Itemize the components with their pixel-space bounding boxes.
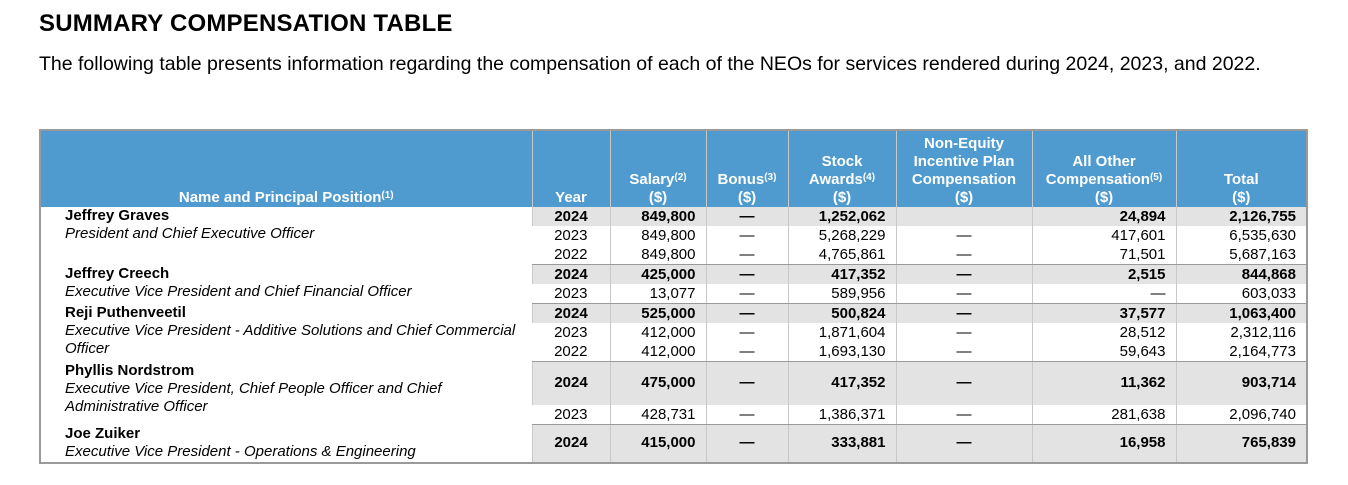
stock-cell: 1,386,371 [788,405,896,425]
officer-position: Executive Vice President and Chief Financial Officer [65,282,412,300]
other-cell: 59,643 [1032,342,1176,362]
table-row [40,304,1307,324]
table-row [40,265,1307,285]
officer-position: Executive Vice President - Operations & Engineering [65,442,416,460]
header-year: Year [532,130,610,207]
header-row [40,130,1307,207]
other-cell: 2,515 [1032,265,1176,285]
year-cell: 2024 [532,207,610,226]
bonus-cell: — [706,342,788,362]
bonus-cell: — [706,425,788,463]
nonequity-cell: — [896,405,1032,425]
stock-cell: 589,956 [788,284,896,304]
officer-name: Jeffrey Creech [65,264,170,282]
table-row [40,425,1307,463]
other-cell: 24,894 [1032,207,1176,226]
year-cell: 2024 [532,265,610,285]
year-cell: 2024 [532,362,610,405]
other-cell: 16,958 [1032,425,1176,463]
salary-cell: 475,000 [610,362,706,405]
other-cell: 11,362 [1032,362,1176,405]
table-row [40,207,1307,226]
salary-cell: 412,000 [610,342,706,362]
officer-cell [40,362,532,425]
other-cell: — [1032,284,1176,304]
officer-cell [40,207,532,265]
other-cell: 28,512 [1032,323,1176,342]
officer-position: President and Chief Executive Officer [65,225,315,242]
header-total: Total ($) [1176,130,1307,207]
salary-cell: 525,000 [610,304,706,324]
header-all-other: All Other Compensation$^{(5)}$ ($) [1032,130,1176,207]
total-cell: 2,164,773 [1176,342,1307,362]
total-cell: 2,126,755 [1176,207,1307,226]
officer-cell [40,425,532,463]
officer-name: Joe Zuiker [65,424,141,442]
bonus-cell: — [706,284,788,304]
nonequity-cell [896,207,1032,226]
bonus-cell: — [706,405,788,425]
nonequity-cell: — [896,226,1032,245]
stock-cell: 1,871,604 [788,323,896,342]
stock-cell: 4,765,861 [788,245,896,265]
officer-name: Jeffrey Graves [65,207,170,224]
salary-cell: 415,000 [610,425,706,463]
total-cell: 765,839 [1176,425,1307,463]
header-bonus: Bonus$^{(3)}$ ($) [706,130,788,207]
nonequity-cell: — [896,425,1032,463]
year-cell: 2022 [532,342,610,362]
salary-cell: 13,077 [610,284,706,304]
salary-cell: 412,000 [610,323,706,342]
salary-cell: 849,800 [610,226,706,245]
intro-paragraph: The following table presents information regarding the compensation of each of the NEOs for services rendered during 2024, 2023, and 2022. [39,53,1261,75]
page-title: SUMMARY COMPENSATION TABLE [39,10,453,37]
stock-cell: 1,693,130 [788,342,896,362]
officer-cell [40,265,532,304]
bonus-cell: — [706,245,788,265]
year-cell: 2023 [554,324,588,341]
nonequity-cell: — [896,245,1032,265]
header-salary: Salary$^{(2)}$ ($) [610,130,706,207]
year-cell: 2023 [532,405,610,425]
header-non-equity: Non-Equity Incentive Plan Compensation ($) [896,130,1032,207]
table-row [40,362,1307,405]
salary-cell: 849,800 [610,245,706,265]
nonequity-cell: — [896,265,1032,285]
bonus-cell: — [706,207,788,226]
officer-cell [40,304,532,362]
stock-cell: 5,268,229 [788,226,896,245]
summary-compensation-table [39,129,1308,464]
total-cell: 5,687,163 [1176,245,1307,265]
bonus-cell: — [706,304,788,324]
other-cell: 71,501 [1032,245,1176,265]
other-cell: 417,601 [1032,226,1176,245]
stock-cell: 333,881 [788,425,896,463]
nonequity-cell: — [896,304,1032,324]
nonequity-cell: — [896,284,1032,304]
other-cell: 37,577 [1032,304,1176,324]
bonus-cell: — [706,265,788,285]
stock-cell: 1,252,062 [788,207,896,226]
total-cell: 2,312,116 [1176,323,1307,342]
year-cell: 2023 [532,284,610,304]
nonequity-cell: — [896,323,1032,342]
stock-cell: 500,824 [788,304,896,324]
year-cell: 2022 [532,245,610,265]
officer-name: Reji Puthenveetil [65,303,186,321]
officer-position: Executive Vice President, Chief People Officer and Chief Administrative Officer [65,379,442,415]
total-cell: 844,868 [1176,265,1307,285]
bonus-cell: — [706,226,788,245]
total-cell: 903,714 [1176,362,1307,405]
total-cell: 2,096,740 [1176,405,1307,425]
nonequity-cell: — [896,362,1032,405]
other-cell: 281,638 [1032,405,1176,425]
nonequity-cell: — [896,342,1032,362]
officer-name: Phyllis Nordstrom [65,361,195,379]
total-cell: 1,063,400 [1176,304,1307,324]
total-cell: 6,535,630 [1176,226,1307,245]
bonus-cell: — [706,323,788,342]
salary-cell: 428,731 [610,405,706,425]
bonus-cell: — [706,362,788,405]
year-cell: 2024 [532,304,610,324]
officer-position: Executive Vice President - Additive Solutions and Chief Commercial Officer [65,321,516,357]
table-body [40,207,1307,463]
salary-cell: 425,000 [610,265,706,285]
header-stock-awards: Stock Awards$^{(4)}$ ($) [788,130,896,207]
year-cell: 2024 [532,425,610,463]
header-name: Name and Principal Position$^{(1)}$ [40,130,532,207]
total-cell: 603,033 [1176,284,1307,304]
year-cell: 2023 [554,227,588,244]
stock-cell: 417,352 [788,265,896,285]
salary-cell: 849,800 [610,207,706,226]
stock-cell: 417,352 [788,362,896,405]
